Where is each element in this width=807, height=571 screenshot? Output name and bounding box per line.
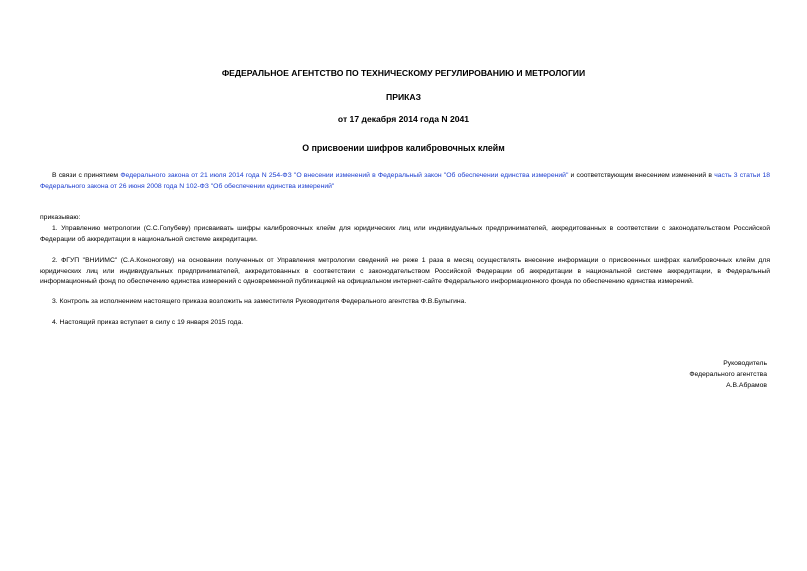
- agency-heading: ФЕДЕРАЛЬНОЕ АГЕНТСТВО ПО ТЕХНИЧЕСКОМУ РЕГУЛИРОВАНИЮ И МЕТРОЛОГИИ: [221, 68, 586, 78]
- document-date: от 17 декабря 2014 года N 2041: [337, 114, 470, 124]
- document-subject: О присвоении шифров калибровочных клейм: [302, 143, 505, 153]
- intro-text-2: и соответствующим внесением изменений в: [568, 172, 715, 179]
- item-1-paragraph: 1. Управлению метрологии (С.С.Голубеву) присваивать шифры калибровочных клейм для юридических лиц или индивидуальных предпринимателей, аккредитованных в соответствии с законодательством Российской Федерации об аккредитации в национальной системе аккредитации.: [40, 225, 770, 243]
- item-3-paragraph: 3. Контроль за исполнением настоящего приказа возложить на заместителя Руководителя Федерального агентства Ф.В.Булыгина.: [52, 298, 467, 305]
- law-254-link[interactable]: Федерального закона от 21 июля 2014 года N 254-ФЗ "О внесении изменений в Федеральный закон "Об обеспечении единства измерений": [120, 172, 569, 179]
- signature-name: А.В.Абрамов: [726, 382, 767, 389]
- item-2-paragraph: 2. ФГУП "ВНИИМС" (С.А.Кононогову) на основании полученных от Управления метрологии сведений не реже 1 раза в месяц осуществлять внесение информации о присвоенных шифрах калибровочных клейм для юридических лиц или индивидуальных предпринимателей, аккредитованных в соответствии с законодательством Российской Федерации об аккредитации в национальной системе аккредитации, в Федеральный информационный фонд по обеспечению единства измерений с одновременной публикацией на официальном интернет-сайте Федерального информационного фонда по обеспечению единства измерений.: [40, 257, 770, 285]
- intro-paragraph: [40, 171, 770, 192]
- intro-text-1: В связи с принятием: [52, 172, 121, 179]
- order-word: приказываю:: [40, 214, 81, 221]
- signature-agency: Федерального агентства: [689, 371, 767, 378]
- signature-block: [689, 358, 767, 391]
- signature-title: Руководитель: [723, 360, 767, 367]
- item-4-paragraph: 4. Настоящий приказ вступает в силу с 19 января 2015 года.: [52, 319, 244, 326]
- document-type: ПРИКАЗ: [386, 92, 421, 102]
- law-102-link[interactable]: часть 3 статьи 18 Федерального закона от 26 июня 2008 года N 102-ФЗ "Об обеспечении единства измерений": [40, 172, 771, 190]
